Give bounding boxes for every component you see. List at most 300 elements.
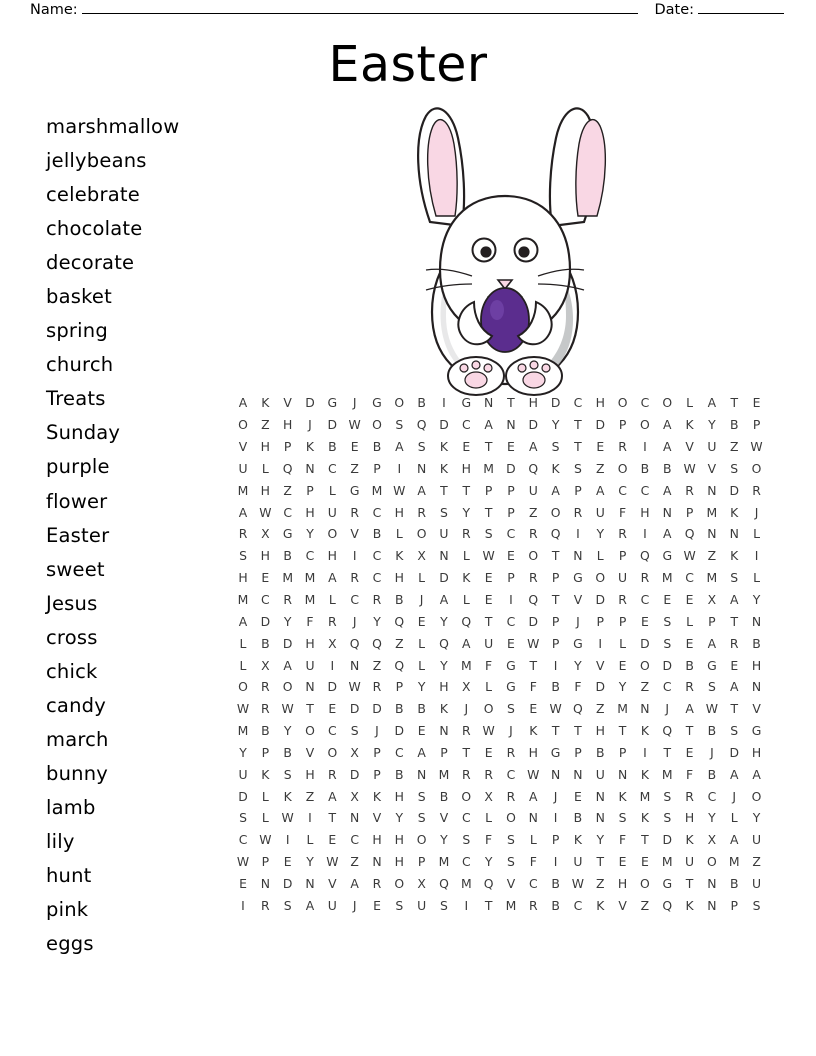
- grid-letter[interactable]: M: [438, 854, 450, 870]
- grid-letter[interactable]: Y: [708, 810, 716, 826]
- grid-letter[interactable]: D: [238, 788, 249, 804]
- grid-letter[interactable]: Z: [729, 439, 739, 455]
- grid-letter[interactable]: E: [618, 854, 627, 870]
- grid-letter[interactable]: B: [707, 723, 717, 739]
- grid-letter[interactable]: C: [573, 395, 583, 411]
- grid-letter[interactable]: F: [574, 679, 582, 695]
- grid-letter[interactable]: T: [462, 482, 471, 498]
- grid-letter[interactable]: C: [640, 395, 650, 411]
- grid-letter[interactable]: N: [707, 526, 717, 542]
- grid-letter[interactable]: O: [707, 854, 718, 870]
- grid-letter[interactable]: M: [460, 657, 472, 673]
- list-item[interactable]: march: [46, 727, 109, 751]
- grid-letter[interactable]: B: [640, 460, 650, 476]
- grid-letter[interactable]: H: [394, 788, 405, 804]
- grid-letter[interactable]: C: [372, 548, 382, 564]
- grid-letter[interactable]: N: [372, 854, 382, 870]
- grid-letter[interactable]: A: [484, 417, 494, 433]
- grid-letter[interactable]: B: [395, 701, 404, 717]
- grid-letter[interactable]: O: [238, 417, 249, 433]
- grid-letter[interactable]: P: [596, 613, 605, 629]
- grid-letter[interactable]: O: [751, 460, 762, 476]
- grid-letter[interactable]: L: [261, 788, 270, 804]
- grid-letter[interactable]: K: [730, 504, 739, 520]
- grid-letter[interactable]: P: [618, 417, 627, 433]
- grid-letter[interactable]: Z: [596, 875, 605, 891]
- grid-letter[interactable]: I: [397, 460, 402, 476]
- grid-letter[interactable]: R: [528, 570, 538, 586]
- grid-letter[interactable]: N: [483, 395, 494, 411]
- grid-letter[interactable]: C: [350, 832, 360, 848]
- grid-letter[interactable]: R: [685, 482, 695, 498]
- list-item[interactable]: purple: [46, 455, 110, 479]
- grid-letter[interactable]: M: [483, 460, 495, 476]
- grid-letter[interactable]: I: [598, 635, 603, 651]
- grid-letter[interactable]: X: [707, 832, 717, 848]
- grid-letter[interactable]: E: [484, 744, 493, 760]
- grid-letter[interactable]: N: [506, 417, 516, 433]
- grid-letter[interactable]: B: [417, 701, 427, 717]
- grid-letter[interactable]: O: [595, 570, 606, 586]
- grid-letter[interactable]: T: [730, 395, 739, 411]
- grid-letter[interactable]: L: [730, 810, 738, 826]
- grid-letter[interactable]: X: [261, 657, 270, 673]
- grid-letter[interactable]: V: [596, 657, 605, 673]
- grid-letter[interactable]: Y: [551, 417, 560, 433]
- grid-letter[interactable]: W: [705, 701, 719, 717]
- grid-letter[interactable]: S: [730, 723, 739, 739]
- grid-letter[interactable]: I: [643, 439, 648, 455]
- grid-letter[interactable]: I: [643, 744, 648, 760]
- grid-letter[interactable]: P: [395, 679, 404, 695]
- grid-letter[interactable]: N: [729, 526, 740, 542]
- grid-letter[interactable]: D: [327, 417, 338, 433]
- list-item[interactable]: decorate: [46, 251, 135, 275]
- grid-letter[interactable]: R: [640, 570, 650, 586]
- grid-letter[interactable]: B: [551, 679, 561, 695]
- grid-letter[interactable]: N: [751, 679, 762, 695]
- grid-letter[interactable]: T: [730, 613, 739, 629]
- grid-letter[interactable]: W: [750, 439, 763, 455]
- grid-letter[interactable]: H: [394, 854, 405, 870]
- grid-letter[interactable]: O: [662, 395, 673, 411]
- grid-letter[interactable]: U: [595, 504, 606, 520]
- grid-letter[interactable]: V: [618, 897, 628, 913]
- grid-letter[interactable]: P: [574, 482, 582, 498]
- grid-letter[interactable]: L: [328, 592, 337, 608]
- grid-letter[interactable]: U: [752, 832, 762, 848]
- grid-letter[interactable]: M: [304, 570, 316, 586]
- grid-letter[interactable]: U: [327, 897, 338, 913]
- grid-letter[interactable]: W: [236, 701, 250, 717]
- grid-letter[interactable]: V: [707, 460, 717, 476]
- grid-letter[interactable]: D: [282, 635, 293, 651]
- grid-letter[interactable]: G: [707, 657, 717, 673]
- grid-letter[interactable]: Z: [305, 788, 315, 804]
- grid-letter[interactable]: K: [261, 766, 270, 782]
- grid-letter[interactable]: U: [685, 854, 695, 870]
- grid-letter[interactable]: K: [261, 395, 270, 411]
- grid-letter[interactable]: R: [484, 766, 494, 782]
- list-item[interactable]: eggs: [46, 932, 94, 956]
- grid-letter[interactable]: E: [641, 854, 650, 870]
- grid-letter[interactable]: E: [529, 701, 538, 717]
- grid-letter[interactable]: D: [640, 635, 650, 651]
- grid-letter[interactable]: E: [373, 897, 382, 913]
- grid-letter[interactable]: N: [595, 788, 606, 804]
- grid-letter[interactable]: Q: [483, 875, 494, 891]
- grid-letter[interactable]: V: [573, 592, 583, 608]
- grid-letter[interactable]: B: [372, 439, 382, 455]
- grid-letter[interactable]: M: [505, 897, 517, 913]
- grid-letter[interactable]: L: [261, 810, 270, 826]
- grid-letter[interactable]: I: [464, 897, 469, 913]
- grid-letter[interactable]: C: [461, 810, 471, 826]
- grid-letter[interactable]: O: [640, 657, 651, 673]
- grid-letter[interactable]: Y: [306, 854, 315, 870]
- grid-letter[interactable]: M: [282, 570, 294, 586]
- grid-letter[interactable]: H: [260, 439, 271, 455]
- grid-letter[interactable]: J: [509, 723, 514, 739]
- grid-letter[interactable]: K: [305, 439, 315, 455]
- grid-letter[interactable]: P: [551, 635, 560, 651]
- grid-letter[interactable]: K: [372, 788, 382, 804]
- grid-letter[interactable]: E: [752, 395, 761, 411]
- grid-letter[interactable]: N: [439, 723, 449, 739]
- grid-letter[interactable]: Q: [640, 548, 651, 564]
- grid-letter[interactable]: C: [238, 832, 248, 848]
- list-item[interactable]: Jesus: [46, 591, 98, 615]
- grid-letter[interactable]: H: [305, 766, 315, 782]
- name-write-line[interactable]: [82, 13, 639, 14]
- grid-letter[interactable]: O: [506, 810, 517, 826]
- grid-letter[interactable]: L: [485, 810, 493, 826]
- grid-letter[interactable]: Q: [528, 592, 539, 608]
- grid-letter[interactable]: L: [418, 635, 426, 651]
- grid-letter[interactable]: R: [685, 679, 695, 695]
- grid-letter[interactable]: E: [685, 592, 694, 608]
- grid-letter[interactable]: D: [528, 417, 539, 433]
- grid-letter[interactable]: C: [461, 854, 471, 870]
- grid-letter[interactable]: D: [662, 657, 673, 673]
- grid-letter[interactable]: E: [663, 592, 672, 608]
- grid-letter[interactable]: N: [617, 766, 628, 782]
- list-item[interactable]: Treats: [46, 387, 106, 411]
- list-item[interactable]: marshmallow: [46, 115, 180, 138]
- grid-letter[interactable]: C: [328, 723, 337, 739]
- grid-letter[interactable]: F: [686, 766, 694, 782]
- grid-letter[interactable]: Q: [573, 701, 584, 717]
- grid-letter[interactable]: O: [550, 504, 561, 520]
- grid-letter[interactable]: D: [595, 679, 606, 695]
- grid-letter[interactable]: E: [328, 832, 337, 848]
- grid-letter[interactable]: N: [662, 504, 673, 520]
- grid-letter[interactable]: C: [685, 570, 695, 586]
- grid-letter[interactable]: L: [418, 570, 426, 586]
- grid-letter[interactable]: T: [484, 897, 493, 913]
- grid-letter[interactable]: A: [729, 592, 739, 608]
- grid-letter[interactable]: D: [439, 417, 450, 433]
- grid-letter[interactable]: R: [328, 766, 337, 782]
- grid-letter[interactable]: N: [350, 810, 360, 826]
- grid-letter[interactable]: K: [640, 723, 650, 739]
- grid-letter[interactable]: H: [439, 679, 449, 695]
- grid-letter[interactable]: P: [261, 854, 270, 870]
- grid-letter[interactable]: J: [308, 417, 313, 433]
- grid-letter[interactable]: H: [394, 504, 405, 520]
- grid-letter[interactable]: N: [573, 766, 583, 782]
- list-item[interactable]: Easter: [46, 523, 110, 547]
- grid-letter[interactable]: W: [549, 701, 563, 717]
- grid-letter[interactable]: L: [686, 395, 694, 411]
- list-item[interactable]: celebrate: [46, 183, 140, 207]
- grid-letter[interactable]: U: [752, 875, 762, 891]
- grid-letter[interactable]: A: [350, 875, 360, 891]
- grid-letter[interactable]: N: [550, 766, 561, 782]
- grid-letter[interactable]: Z: [350, 460, 360, 476]
- grid-letter[interactable]: S: [417, 439, 426, 455]
- grid-letter[interactable]: J: [576, 613, 581, 629]
- grid-letter[interactable]: I: [754, 548, 759, 564]
- grid-letter[interactable]: G: [461, 395, 472, 411]
- grid-letter[interactable]: S: [484, 526, 493, 542]
- grid-letter[interactable]: Z: [640, 679, 650, 695]
- grid-letter[interactable]: P: [507, 482, 515, 498]
- grid-letter[interactable]: N: [751, 613, 762, 629]
- grid-letter[interactable]: M: [460, 875, 472, 891]
- grid-letter[interactable]: J: [375, 723, 380, 739]
- grid-letter[interactable]: Z: [529, 504, 538, 520]
- grid-letter[interactable]: X: [350, 744, 360, 760]
- grid-letter[interactable]: B: [283, 744, 293, 760]
- grid-letter[interactable]: G: [550, 744, 561, 760]
- grid-letter[interactable]: C: [461, 417, 471, 433]
- grid-letter[interactable]: A: [439, 592, 449, 608]
- grid-letter[interactable]: I: [643, 526, 648, 542]
- grid-letter[interactable]: S: [440, 897, 449, 913]
- grid-letter[interactable]: C: [640, 592, 650, 608]
- grid-letter[interactable]: D: [260, 613, 271, 629]
- grid-letter[interactable]: N: [417, 766, 427, 782]
- grid-letter[interactable]: R: [261, 701, 270, 717]
- list-item[interactable]: chocolate: [46, 217, 143, 241]
- grid-letter[interactable]: A: [238, 613, 248, 629]
- grid-letter[interactable]: Q: [461, 613, 472, 629]
- grid-letter[interactable]: W: [571, 875, 585, 891]
- grid-letter[interactable]: K: [395, 548, 404, 564]
- grid-letter[interactable]: N: [707, 897, 717, 913]
- grid-letter[interactable]: L: [596, 548, 605, 564]
- grid-letter[interactable]: P: [261, 744, 270, 760]
- grid-letter[interactable]: P: [618, 744, 627, 760]
- grid-letter[interactable]: T: [440, 482, 449, 498]
- grid-letter[interactable]: S: [417, 810, 426, 826]
- grid-letter[interactable]: W: [527, 766, 540, 782]
- grid-letter[interactable]: S: [663, 635, 672, 651]
- grid-letter[interactable]: I: [576, 526, 581, 542]
- grid-letter[interactable]: P: [551, 832, 560, 848]
- grid-letter[interactable]: B: [439, 788, 449, 804]
- grid-letter[interactable]: E: [596, 439, 605, 455]
- grid-letter[interactable]: M: [237, 592, 249, 608]
- grid-letter[interactable]: R: [528, 526, 538, 542]
- grid-letter[interactable]: Y: [440, 657, 449, 673]
- grid-letter[interactable]: P: [752, 417, 761, 433]
- grid-letter[interactable]: V: [283, 395, 293, 411]
- grid-letter[interactable]: J: [352, 395, 357, 411]
- grid-letter[interactable]: U: [305, 657, 315, 673]
- grid-letter[interactable]: V: [685, 439, 695, 455]
- grid-letter[interactable]: P: [373, 766, 382, 782]
- grid-letter[interactable]: L: [418, 657, 426, 673]
- list-item[interactable]: hunt: [46, 864, 92, 888]
- grid-letter[interactable]: J: [732, 788, 737, 804]
- grid-letter[interactable]: A: [685, 701, 695, 717]
- grid-letter[interactable]: D: [506, 460, 517, 476]
- grid-letter[interactable]: U: [707, 439, 717, 455]
- grid-letter[interactable]: S: [707, 679, 717, 695]
- grid-letter[interactable]: I: [308, 810, 313, 826]
- list-item[interactable]: spring: [46, 319, 108, 343]
- list-item[interactable]: cross: [46, 625, 98, 649]
- grid-letter[interactable]: A: [729, 766, 739, 782]
- grid-letter[interactable]: F: [485, 657, 493, 673]
- grid-letter[interactable]: N: [640, 701, 650, 717]
- grid-letter[interactable]: A: [663, 439, 672, 455]
- grid-letter[interactable]: A: [462, 635, 471, 651]
- grid-letter[interactable]: A: [729, 679, 739, 695]
- grid-letter[interactable]: Z: [350, 854, 360, 870]
- grid-letter[interactable]: E: [261, 570, 270, 586]
- grid-letter[interactable]: N: [350, 657, 360, 673]
- grid-letter[interactable]: M: [706, 504, 718, 520]
- grid-letter[interactable]: L: [328, 482, 337, 498]
- grid-letter[interactable]: V: [372, 810, 382, 826]
- grid-letter[interactable]: S: [507, 832, 516, 848]
- grid-letter[interactable]: B: [729, 875, 739, 891]
- grid-letter[interactable]: H: [394, 832, 405, 848]
- grid-letter[interactable]: E: [641, 613, 650, 629]
- grid-letter[interactable]: P: [574, 744, 582, 760]
- grid-letter[interactable]: Q: [684, 526, 695, 542]
- grid-letter[interactable]: S: [239, 548, 248, 564]
- grid-letter[interactable]: U: [327, 504, 338, 520]
- grid-letter[interactable]: Y: [618, 679, 627, 695]
- grid-letter[interactable]: N: [260, 875, 271, 891]
- grid-letter[interactable]: R: [350, 570, 360, 586]
- grid-letter[interactable]: Q: [394, 657, 405, 673]
- grid-letter[interactable]: L: [239, 635, 247, 651]
- grid-letter[interactable]: L: [753, 526, 761, 542]
- grid-letter[interactable]: L: [462, 592, 471, 608]
- grid-letter[interactable]: I: [509, 592, 514, 608]
- grid-letter[interactable]: D: [729, 744, 740, 760]
- grid-letter[interactable]: O: [640, 875, 651, 891]
- grid-letter[interactable]: L: [753, 570, 761, 586]
- grid-letter[interactable]: Y: [283, 613, 292, 629]
- grid-letter[interactable]: K: [462, 570, 471, 586]
- grid-letter[interactable]: R: [685, 788, 695, 804]
- grid-letter[interactable]: S: [440, 504, 449, 520]
- grid-letter[interactable]: C: [662, 679, 672, 695]
- grid-letter[interactable]: X: [350, 788, 360, 804]
- grid-letter[interactable]: X: [417, 875, 427, 891]
- grid-letter[interactable]: E: [462, 439, 471, 455]
- grid-letter[interactable]: O: [528, 548, 539, 564]
- grid-letter[interactable]: H: [617, 875, 628, 891]
- grid-letter[interactable]: K: [439, 439, 449, 455]
- grid-letter[interactable]: C: [528, 875, 538, 891]
- grid-letter[interactable]: T: [551, 548, 560, 564]
- grid-letter[interactable]: B: [395, 592, 404, 608]
- grid-letter[interactable]: A: [529, 788, 538, 804]
- grid-letter[interactable]: J: [754, 504, 759, 520]
- list-item[interactable]: church: [46, 353, 114, 377]
- grid-letter[interactable]: G: [573, 635, 584, 651]
- grid-letter[interactable]: U: [595, 766, 606, 782]
- grid-letter[interactable]: C: [506, 526, 516, 542]
- grid-letter[interactable]: U: [484, 635, 494, 651]
- grid-letter[interactable]: K: [551, 460, 560, 476]
- grid-letter[interactable]: H: [595, 395, 606, 411]
- grid-letter[interactable]: D: [372, 701, 383, 717]
- list-item[interactable]: sweet: [46, 557, 105, 581]
- grid-letter[interactable]: W: [482, 548, 496, 564]
- grid-letter[interactable]: X: [462, 679, 471, 695]
- grid-letter[interactable]: N: [595, 810, 606, 826]
- grid-letter[interactable]: X: [417, 548, 427, 564]
- grid-letter[interactable]: S: [663, 788, 672, 804]
- grid-letter[interactable]: Y: [752, 810, 761, 826]
- grid-letter[interactable]: M: [661, 570, 673, 586]
- grid-letter[interactable]: C: [506, 613, 516, 629]
- grid-letter[interactable]: Y: [484, 854, 493, 870]
- grid-letter[interactable]: P: [730, 897, 739, 913]
- grid-letter[interactable]: C: [573, 897, 583, 913]
- grid-letter[interactable]: C: [328, 460, 337, 476]
- grid-letter[interactable]: S: [395, 417, 404, 433]
- grid-letter[interactable]: P: [685, 504, 694, 520]
- grid-letter[interactable]: R: [261, 679, 270, 695]
- grid-letter[interactable]: T: [685, 723, 694, 739]
- grid-letter[interactable]: Q: [439, 635, 450, 651]
- grid-letter[interactable]: E: [417, 723, 426, 739]
- grid-letter[interactable]: D: [327, 679, 338, 695]
- grid-letter[interactable]: F: [619, 832, 627, 848]
- grid-letter[interactable]: Q: [282, 460, 293, 476]
- grid-letter[interactable]: C: [305, 548, 315, 564]
- grid-letter[interactable]: A: [663, 482, 672, 498]
- grid-letter[interactable]: T: [484, 613, 493, 629]
- grid-letter[interactable]: U: [238, 766, 248, 782]
- grid-letter[interactable]: U: [417, 897, 427, 913]
- grid-letter[interactable]: C: [372, 504, 382, 520]
- grid-letter[interactable]: H: [305, 504, 315, 520]
- grid-letter[interactable]: O: [416, 526, 427, 542]
- grid-letter[interactable]: S: [618, 810, 627, 826]
- grid-letter[interactable]: W: [683, 548, 696, 564]
- grid-letter[interactable]: B: [261, 723, 270, 739]
- grid-letter[interactable]: S: [462, 832, 471, 848]
- grid-letter[interactable]: P: [440, 744, 448, 760]
- grid-letter[interactable]: K: [640, 810, 650, 826]
- grid-letter[interactable]: H: [528, 744, 539, 760]
- grid-letter[interactable]: R: [528, 897, 538, 913]
- grid-letter[interactable]: O: [282, 679, 293, 695]
- grid-letter[interactable]: S: [350, 723, 359, 739]
- grid-letter[interactable]: C: [506, 766, 516, 782]
- grid-letter[interactable]: E: [417, 613, 426, 629]
